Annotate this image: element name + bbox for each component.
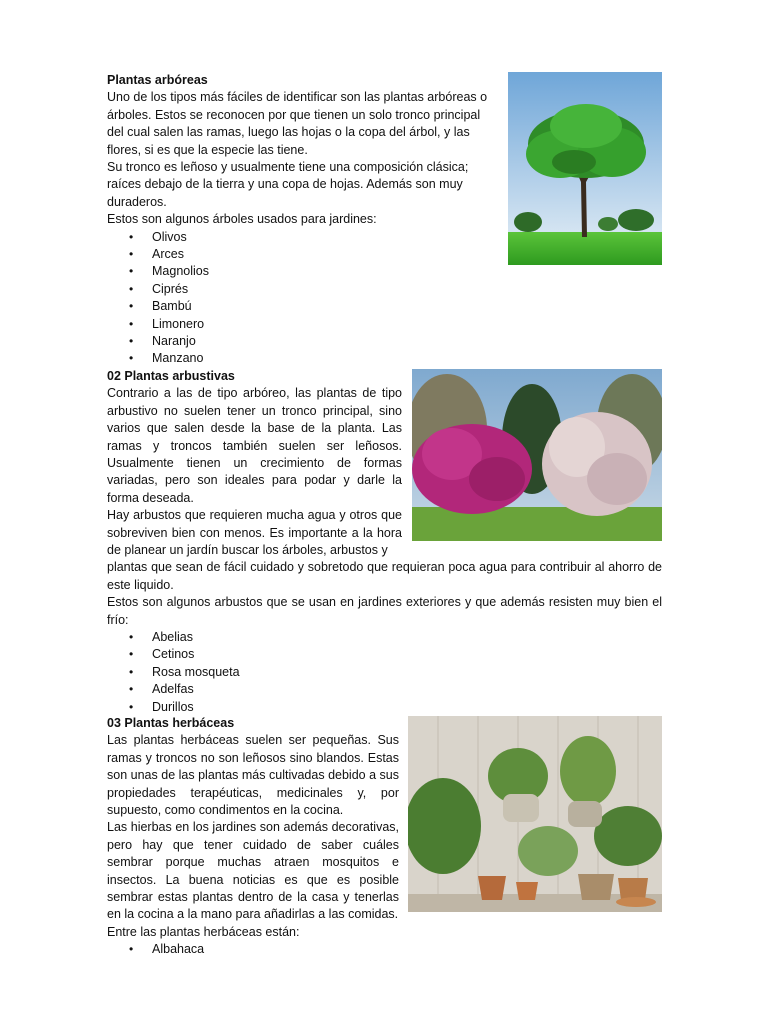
list-item: • Durillos [107, 699, 662, 716]
paragraph: Estos son algunos arbustos que se usan en jardines exteriores y que además resisten muy bien el frío: [107, 595, 662, 627]
section-arboreas [107, 72, 499, 368]
paragraph: Hay arbustos que requieren mucha agua y otros que sobreviven bien con menos. Es importante a la hora de planear un jardín buscar los árboles, arbustos y [107, 508, 402, 558]
shrub-photo [412, 369, 662, 541]
list-item: • Ciprés [107, 281, 499, 298]
section-title: 02 Plantas arbustivas [107, 369, 235, 383]
paragraph: Su tronco es leñoso y usualmente tiene una composición clásica; raíces debajo de la tierra y una copa de hojas. Además son muy duraderos. [107, 160, 469, 209]
paragraph: Las plantas herbáceas suelen ser pequeñas. Sus ramas y troncos no son leñosos sino blandos. Estas son unas de las plantas más cultivadas debido a sus propiedades terapéuticas, medicinales y, por supuesto, como condimentos en la cocina. [107, 733, 399, 818]
tree-list [107, 229, 499, 368]
paragraph: Uno de los tipos más fáciles de identificar son las plantas arbóreas o árboles. Estos se reconocen por que tienen un solo tronco principal del cual salen las ramas, luego las hojas o la copa del árbol, y las flores, si es que la especie las tiene. [107, 90, 488, 157]
section-title: 03 Plantas herbáceas [107, 716, 235, 730]
list-item: • Rosa mosqueta [107, 664, 662, 681]
list-item: • Manzano [107, 350, 499, 367]
section-herbaceas [107, 715, 399, 959]
paragraph: Entre las plantas herbáceas están: [107, 924, 300, 939]
list-item: • Albahaca [107, 941, 399, 958]
paragraph: Estos son algunos árboles usados para jardines: [107, 212, 377, 227]
herbs-photo [408, 716, 662, 912]
list-item: • Cetinos [107, 646, 662, 663]
list-item: • Limonero [107, 316, 499, 333]
shrub-list [107, 629, 662, 716]
list-item: • Adelfas [107, 681, 662, 698]
herb-list [107, 941, 399, 958]
section-title: Plantas arbóreas [107, 73, 208, 87]
list-item: • Arces [107, 246, 499, 263]
list-item: • Magnolios [107, 263, 499, 280]
paragraph: plantas que sean de fácil cuidado y sobretodo que requieran poca agua para contribuir al ahorro de este liquido. [107, 560, 662, 592]
list-item: • Naranjo [107, 333, 499, 350]
paragraph: Las hierbas en los jardines son además decorativas, pero hay que tener cuidado de saber cuáles sembrar porque muchas atraen mosquitos e insectos. La buena noticias es que es posible sembrar estas plantas dentro de la casa y tenerlas en la cocina a la mano para añadirlas a las comidas. [107, 820, 399, 922]
paragraph: Contrario a las de tipo arbóreo, las plantas de tipo arbustivo no suelen tener un tronco principal, sino varios que salen desde la base de la planta. Las ramas y troncos también suelen ser leñosos. Usualmente tienen un crecimiento de formas variadas, pero son ideales para podar y darle la forma deseada. [107, 386, 402, 505]
list-item: • Olivos [107, 229, 499, 246]
tree-photo [508, 72, 662, 265]
list-item: • Abelias [107, 629, 662, 646]
list-item: • Bambú [107, 298, 499, 315]
